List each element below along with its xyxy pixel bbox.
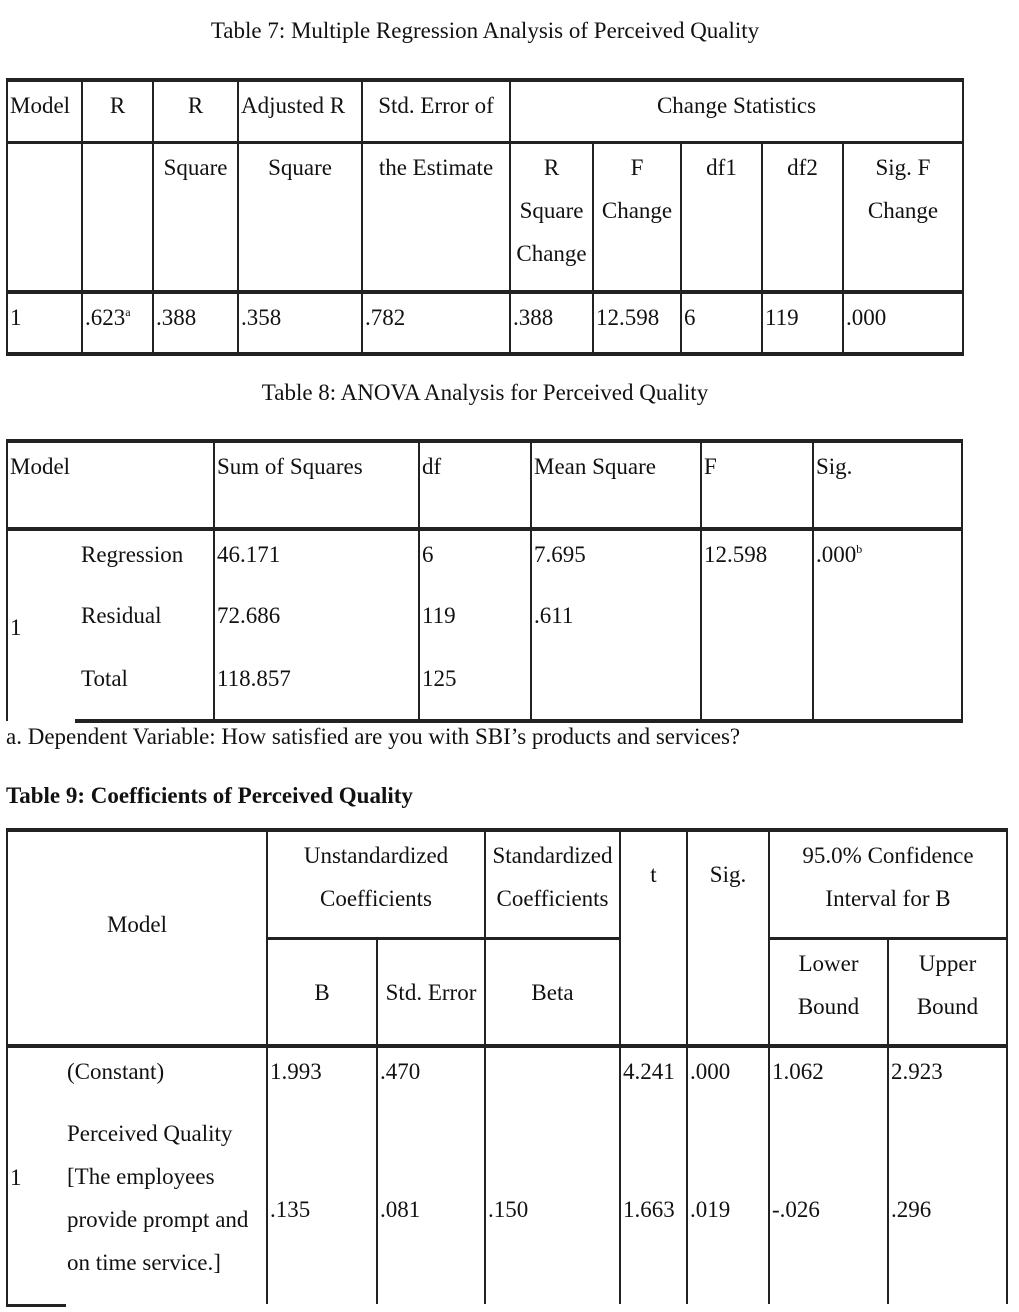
header-f: F	[701, 441, 813, 529]
header-r: R	[82, 80, 153, 142]
row-label: Total	[75, 655, 214, 721]
header-model: Model	[7, 441, 214, 529]
cell-ss: 118.857	[214, 655, 419, 721]
header-confidence-interval: 95.0% Confidence Interval for B	[769, 830, 1007, 938]
header-b: B	[267, 938, 377, 1046]
cell-ms: 7.695	[531, 529, 701, 592]
header-model: Model	[7, 80, 82, 142]
header-lower-bound: Lower Bound	[769, 938, 888, 1046]
header-change-statistics: Change Statistics	[510, 80, 963, 142]
cell-se: .470	[377, 1046, 485, 1112]
table-row	[7, 1112, 1007, 1304]
cell-upper: .296	[888, 1112, 1007, 1304]
header-beta: Beta	[485, 938, 620, 1046]
row-label: (Constant)	[63, 1046, 267, 1112]
cell-f: 12.598	[701, 529, 813, 592]
header-sum-of-squares: Sum of Squares	[214, 441, 419, 529]
cell-f	[701, 592, 813, 655]
row-label: Residual	[75, 592, 214, 655]
header-sig-f-change: Sig. F Change	[843, 142, 963, 292]
table-row	[7, 592, 962, 655]
header-adj-r-top: Adjusted R	[238, 80, 362, 142]
header-std-error: Std. Error	[377, 938, 485, 1046]
cell-t: 1.663	[620, 1112, 687, 1304]
cell-model-number: 1	[7, 529, 75, 721]
header-df1: df1	[681, 142, 762, 292]
cell-sig: .000	[687, 1046, 769, 1112]
header-sig: Sig.	[813, 441, 962, 529]
cell-r: .623$^a$	[82, 292, 153, 354]
cell-ms: .611	[531, 592, 701, 655]
table7-caption: Table 7: Multiple Regression Analysis of Perceived Quality	[210, 18, 760, 43]
header-mean-square: Mean Square	[531, 441, 701, 529]
table-row	[7, 529, 962, 592]
header-t: t	[620, 830, 687, 1046]
header-df2: df2	[762, 142, 843, 292]
cell-beta: .150	[485, 1112, 620, 1304]
table-row	[7, 1046, 1007, 1112]
header-r-square-bottom: Square	[153, 142, 238, 292]
cell-sig: .019	[687, 1112, 769, 1304]
cell-f-change: 12.598	[593, 292, 681, 354]
cell-b: 1.993	[267, 1046, 377, 1112]
cell-lower: -.026	[769, 1112, 888, 1304]
cell-beta	[485, 1046, 620, 1112]
header-adj-r-bottom: Square	[238, 142, 362, 292]
cell-model-number: 1	[7, 1046, 63, 1304]
table9-coefficients	[6, 828, 1008, 1304]
cell-se: .081	[377, 1112, 485, 1304]
header-sig: Sig.	[687, 830, 769, 1046]
cell-df: 125	[419, 655, 531, 721]
cell-sig: .000$^b$	[813, 529, 962, 592]
cell-r-square: .388	[153, 292, 238, 354]
header-upper-bound: Upper Bound	[888, 938, 1007, 1046]
cell-df2: 119	[762, 292, 843, 354]
cell-model: 1	[7, 292, 82, 354]
header-standardized: Standardized Coefficients	[485, 830, 620, 938]
row-label: Perceived Quality [The employees provide prompt and on time service.]	[63, 1112, 267, 1304]
header-r-square-change: R Square Change	[510, 142, 593, 292]
header-f-change: F Change	[593, 142, 681, 292]
cell-b: .135	[267, 1112, 377, 1304]
cell-f	[701, 655, 813, 721]
cell-t: 4.241	[620, 1046, 687, 1112]
header-unstandardized: Unstandardized Coefficients	[267, 830, 485, 938]
cell-df1: 6	[681, 292, 762, 354]
cell-ss: 46.171	[214, 529, 419, 592]
cell-df: 6	[419, 529, 531, 592]
header-se-bottom: the Estimate	[362, 142, 510, 292]
cell-lower: 1.062	[769, 1046, 888, 1112]
cell-ss: 72.686	[214, 592, 419, 655]
cell-std-error: .782	[362, 292, 510, 354]
cell-df: 119	[419, 592, 531, 655]
table7-regression	[6, 78, 964, 356]
cell-sig	[813, 655, 962, 721]
header-r-square-top: R	[153, 80, 238, 142]
table8-caption: Table 8: ANOVA Analysis for Perceived Quality	[261, 380, 709, 405]
table9-bottom-rule	[6, 1304, 66, 1307]
header-se-top: Std. Error of	[362, 80, 510, 142]
header-model: Model	[7, 830, 267, 1046]
table9-caption: Table 9: Coefficients of Perceived Quality	[6, 783, 413, 808]
table-row	[7, 655, 962, 721]
dependent-variable-note: a. Dependent Variable: How satisfied are you with SBI’s products and services?	[6, 724, 741, 749]
cell-r-square-change: .388	[510, 292, 593, 354]
cell-ms	[531, 655, 701, 721]
table8-anova	[6, 439, 963, 723]
cell-sig-f-change: .000	[843, 292, 963, 354]
row-label: Regression	[75, 529, 214, 592]
cell-adj-r-square: .358	[238, 292, 362, 354]
cell-sig	[813, 592, 962, 655]
header-df: df	[419, 441, 531, 529]
cell-upper: 2.923	[888, 1046, 1007, 1112]
